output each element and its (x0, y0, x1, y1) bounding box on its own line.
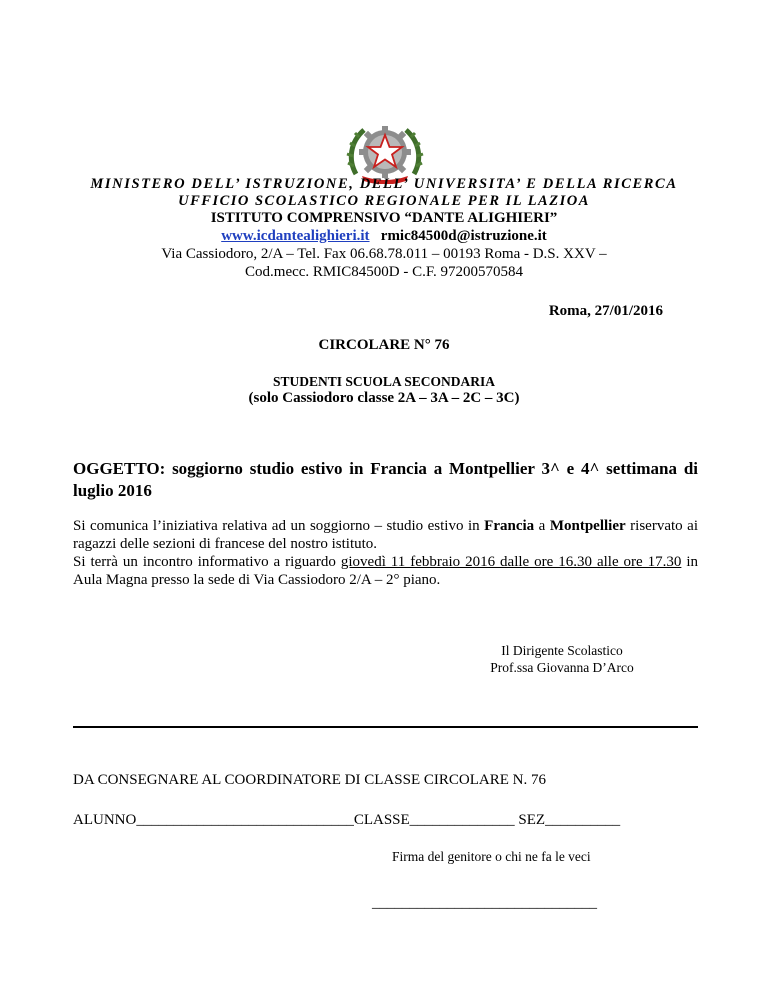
signatory-role: Il Dirigente Scolastico (501, 643, 623, 658)
subject-heading: OGGETTO: soggiorno studio estivo in Francia a Montpellier 3^ e 4^ settimana di luglio 2016 (73, 459, 698, 500)
circular-body (73, 517, 698, 589)
cut-divider (73, 726, 698, 728)
signatory-block (462, 642, 662, 676)
circular-recipients: STUDENTI SCUOLA SECONDARIA (272, 374, 496, 389)
meeting-date: giovedì 11 febbraio 2016 dalle ore 16.30 alle ore 17.30 (340, 554, 682, 570)
regional-office-heading: UFFICIO SCOLASTICO REGIONALE PER IL LAZIOA (178, 193, 590, 209)
address-line: Via Cassiodoro, 2/A – Tel. Fax 06.68.78.011 – 00193 Roma - D.S. XXV – (161, 246, 607, 262)
parent-signature-label: Firma del genitore o chi ne fa le veci (392, 849, 591, 864)
school-codes: Cod.mecc. RMIC84500D - C.F. 97200570584 (245, 264, 523, 280)
circular-classes: (solo Cassiodoro classe 2A – 3A – 2C – 3C) (248, 390, 520, 406)
italian-republic-emblem-icon (344, 118, 426, 184)
body-paragraph-1: Si comunica l’iniziativa relativa ad un soggiorno – studio estivo in Francia a Montpellier riservato ai ragazzi delle sezioni di francese del nostro istituto. (73, 518, 698, 552)
highlight-france: Francia (484, 518, 535, 534)
highlight-montpellier: Montpellier (549, 518, 626, 534)
signatory-name: Prof.ssa Giovanna D’Arco (490, 660, 634, 675)
website-link[interactable]: www.icdantealighieri.it (221, 228, 370, 244)
body-paragraph-2: Si terrà un incontro informativo a riguardo giovedì 11 febbraio 2016 dalle ore 16.30 alle ore 17.30 in Aula Magna presso la sede di Via Cassiodoro 2/A – 2° piano. (73, 554, 699, 588)
document-date: Roma, 27/01/2016 (548, 303, 663, 319)
parent-signature-line: ______________________________ (372, 895, 597, 911)
return-slip-title: DA CONSEGNARE AL COORDINATORE DI CLASSE CIRCOLARE N. 76 (73, 772, 546, 788)
email-address: rmic84500d@istruzione.it (380, 228, 547, 244)
ministry-heading: MINISTERO DELL’ ISTRUZIONE, DELL’ UNIVERSITA’ E DELLA RICERCA (90, 176, 678, 192)
student-fields-line: ALUNNO_____________________________CLASSE______________ SEZ__________ (73, 812, 621, 828)
institute-name: ISTITUTO COMPRENSIVO “DANTE ALIGHIERI” (210, 210, 558, 226)
circular-number: CIRCOLARE N° 76 (318, 337, 450, 353)
contacts-line (0, 228, 768, 245)
